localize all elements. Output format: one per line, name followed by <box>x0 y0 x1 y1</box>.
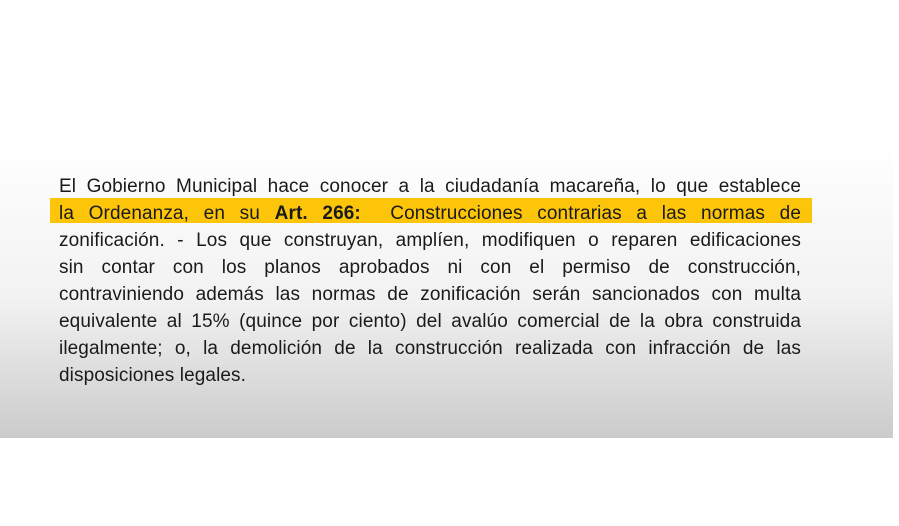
paragraph-line-5: contraviniendo además las normas de zonificación serán sancionados con multa <box>59 284 801 305</box>
paragraph-line-7: ilegalmente; o, la demolición de la construcción realizada con infracción de las <box>59 338 801 359</box>
paragraph-line-6: equivalente al 15% (quince por ciento) del avalúo comercial de la obra construida <box>59 311 801 332</box>
paragraph-line-1: El Gobierno Municipal hace conocer a la ciudadanía macareña, lo que establece <box>59 176 801 197</box>
paragraph-line-8: disposiciones legales. <box>59 365 247 386</box>
article-number: Art. 266: <box>274 203 361 224</box>
paragraph-line-3: zonificación. - Los que construyan, amplíen, modifiquen o reparen edificaciones <box>59 230 801 251</box>
paragraph-line-4: sin contar con los planos aprobados ni con el permiso de construcción, <box>59 257 801 278</box>
paragraph-line-2-highlighted <box>59 200 801 227</box>
ordinance-paragraph <box>59 173 801 389</box>
highlighted-text-post: Construcciones contrarias a las normas de <box>360 203 802 224</box>
highlighted-text-pre: la Ordenanza, en su <box>59 203 275 224</box>
